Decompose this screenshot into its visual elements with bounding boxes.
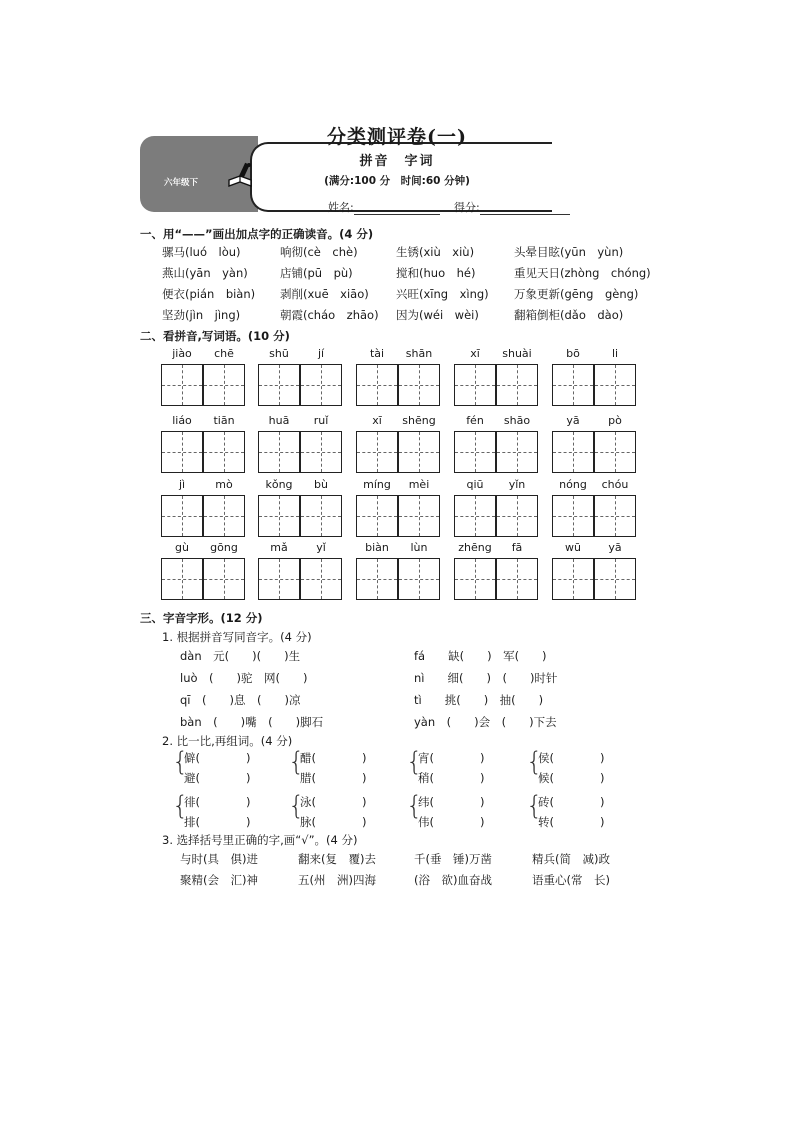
reading-choice-item[interactable]: 重见天日(zhòng chóng) (514, 266, 651, 280)
pinyin-label: lùn (410, 541, 428, 554)
tianzige-box[interactable] (300, 558, 342, 600)
pinyin-label: xī (470, 347, 480, 360)
tianzige-box[interactable] (496, 558, 538, 600)
pinyin-label: yā (566, 414, 580, 427)
tianzige-box[interactable] (356, 558, 398, 600)
tianzige-box[interactable] (398, 431, 440, 473)
pinyin-label: kǒng (265, 478, 293, 491)
tianzige-box[interactable] (356, 364, 398, 406)
tianzige-box[interactable] (552, 364, 594, 406)
q3-heading: 3. 选择括号里正确的字,画“√”。(4 分) (162, 833, 358, 847)
choose-char-item[interactable]: 五(州 洲)四海 (298, 873, 376, 887)
reading-choice-item[interactable]: 店铺(pū pù) (280, 266, 353, 280)
pinyin-label: xī (372, 414, 382, 427)
homophone-item[interactable]: qī ( )息 ( )凉 (180, 693, 301, 707)
tianzige-box[interactable] (594, 558, 636, 600)
pinyin-label: wū (565, 541, 581, 554)
tianzige-box[interactable] (594, 495, 636, 537)
reading-choice-item[interactable]: 燕山(yān yàn) (162, 266, 248, 280)
choose-char-item[interactable]: 千(垂 锤)万凿 (414, 852, 492, 866)
pinyin-label: jiào (172, 347, 192, 360)
tianzige-box[interactable] (203, 364, 245, 406)
score-field[interactable] (454, 199, 570, 215)
choose-char-item[interactable]: 与时(具 俱)进 (180, 852, 258, 866)
tianzige-box[interactable] (552, 431, 594, 473)
compare-word-item[interactable]: 候( ) (538, 771, 605, 785)
tianzige-box[interactable] (398, 495, 440, 537)
tianzige-box[interactable] (594, 431, 636, 473)
reading-choice-item[interactable]: 便衣(pián biàn) (162, 287, 256, 301)
reading-choice-item[interactable]: 骡马(luó lòu) (162, 245, 241, 259)
compare-word-item[interactable]: 侯( ) (538, 751, 605, 765)
homophone-item[interactable]: bàn ( )嘴 ( )脚石 (180, 715, 324, 729)
pinyin-label: chē (214, 347, 234, 360)
tianzige-box[interactable] (300, 495, 342, 537)
tianzige-box[interactable] (454, 558, 496, 600)
tianzige-box[interactable] (454, 431, 496, 473)
brace-mark: { (288, 747, 305, 777)
homophone-item[interactable]: luò ( )驼 网( ) (180, 671, 308, 685)
choose-char-item[interactable]: 精兵(简 减)政 (532, 852, 610, 866)
reading-choice-item[interactable]: 翻箱倒柜(dǎo dào) (514, 308, 624, 322)
exam-meta: (满分:100 分 时间:60 分钟) (324, 175, 470, 187)
tianzige-box[interactable] (454, 364, 496, 406)
pinyin-label: gù (175, 541, 189, 554)
reading-choice-item[interactable]: 响彻(cè chè) (280, 245, 358, 259)
compare-word-item[interactable]: 伟( ) (418, 815, 485, 829)
reading-choice-item[interactable]: 朝霞(cháo zhāo) (280, 308, 379, 322)
tianzige-box[interactable] (258, 431, 300, 473)
section1-heading: 一、用“——”画出加点字的正确读音。(4 分) (140, 227, 374, 241)
tianzige-box[interactable] (161, 431, 203, 473)
tianzige-box[interactable] (300, 364, 342, 406)
compare-word-item[interactable]: 砖( ) (538, 795, 605, 809)
pinyin-label: gōng (210, 541, 238, 554)
page-title: 分类测评卷(一) (327, 126, 467, 148)
compare-word-item[interactable]: 排( ) (184, 815, 251, 829)
tianzige-box[interactable] (161, 495, 203, 537)
pinyin-label: yǐ (316, 541, 326, 554)
pinyin-label: bù (314, 478, 328, 491)
compare-word-item[interactable]: 泳( ) (300, 795, 367, 809)
pinyin-label: fā (511, 541, 523, 554)
q1-heading: 1. 根据拼音写同音字。(4 分) (162, 630, 312, 644)
pinyin-label: huā (268, 414, 290, 427)
brace-mark: { (288, 791, 305, 821)
pinyin-label: yā (608, 541, 622, 554)
compare-word-item[interactable]: 僻( ) (184, 751, 251, 765)
compare-word-item[interactable]: 转( ) (538, 815, 605, 829)
choose-char-item[interactable]: 翻来(复 覆)去 (298, 852, 376, 866)
reading-choice-item[interactable]: 头晕目眩(yūn yùn) (514, 245, 624, 259)
compare-word-item[interactable]: 脉( ) (300, 815, 367, 829)
pinyin-label: bō (566, 347, 580, 360)
grade-tag: 六年级下 (164, 178, 199, 188)
tianzige-box[interactable] (161, 364, 203, 406)
pinyin-label: li (611, 347, 619, 360)
pinyin-label: yǐn (508, 478, 526, 491)
reading-choice-item[interactable]: 剥削(xuē xiāo) (280, 287, 369, 301)
name-label: 姓名: (328, 201, 354, 214)
brace-mark: { (172, 747, 189, 777)
tianzige-box[interactable] (203, 431, 245, 473)
pinyin-label: shū (269, 347, 289, 360)
page-subtitle: 拼音 字词 (359, 154, 435, 169)
pinyin-label: shāo (503, 414, 531, 427)
homophone-item[interactable]: yàn ( )会 ( )下去 (414, 715, 557, 729)
pinyin-label: míng (363, 478, 391, 491)
pinyin-label: shān (405, 347, 433, 360)
tianzige-box[interactable] (356, 431, 398, 473)
reading-choice-item[interactable]: 兴旺(xīng xìng) (396, 287, 489, 301)
brace-mark: { (406, 747, 423, 777)
name-field[interactable] (328, 199, 440, 215)
pinyin-label: jì (178, 478, 186, 491)
choose-char-item[interactable]: 语重心(常 长) (532, 873, 610, 887)
pinyin-label: tài (369, 347, 385, 360)
reading-choice-item[interactable]: 坚劲(jìn jìng) (162, 308, 241, 322)
tianzige-box[interactable] (161, 558, 203, 600)
reading-choice-item[interactable]: 搅和(huo hé) (396, 266, 476, 280)
pinyin-label: shēng (402, 414, 436, 427)
homophone-item[interactable]: tì 挑( ) 抽( ) (414, 693, 544, 707)
compare-word-item[interactable]: 醋( ) (300, 751, 367, 765)
pinyin-label: ruǐ (313, 414, 329, 427)
pinyin-label: zhēng (458, 541, 492, 554)
pinyin-label: chóu (601, 478, 629, 491)
section2-heading: 二、看拼音,写词语。(10 分) (140, 329, 290, 343)
tianzige-box[interactable] (454, 495, 496, 537)
tianzige-box[interactable] (496, 495, 538, 537)
tianzige-box[interactable] (496, 431, 538, 473)
tianzige-box[interactable] (258, 495, 300, 537)
compare-word-item[interactable]: 稍( ) (418, 771, 485, 785)
brace-mark: { (526, 791, 543, 821)
score-label: 得分: (454, 201, 480, 214)
compare-word-item[interactable]: 徘( ) (184, 795, 251, 809)
reading-choice-item[interactable]: 因为(wéi wèi) (396, 308, 479, 322)
tianzige-box[interactable] (552, 495, 594, 537)
pinyin-label: mò (215, 478, 233, 491)
tianzige-box[interactable] (258, 364, 300, 406)
tianzige-box[interactable] (300, 431, 342, 473)
reading-choice-item[interactable]: 万象更新(gēng gèng) (514, 287, 639, 301)
pinyin-label: qiū (466, 478, 484, 491)
tianzige-box[interactable] (552, 558, 594, 600)
choose-char-item[interactable]: 聚精(会 汇)神 (180, 873, 258, 887)
compare-word-item[interactable]: 宵( ) (418, 751, 485, 765)
pinyin-label: biàn (365, 541, 389, 554)
pinyin-label: fén (466, 414, 484, 427)
brace-mark: { (172, 791, 189, 821)
tianzige-box[interactable] (356, 495, 398, 537)
pinyin-label: nóng (559, 478, 587, 491)
pinyin-label: jí (317, 347, 325, 360)
pinyin-label: pò (608, 414, 622, 427)
section3-heading: 三、字音字形。(12 分) (140, 611, 263, 625)
homophone-item[interactable]: nì 细( ) ( )时针 (414, 671, 558, 685)
homophone-item[interactable]: fá 缺( ) 军( ) (414, 649, 547, 663)
tianzige-box[interactable] (398, 558, 440, 600)
reading-choice-item[interactable]: 生锈(xiù xiù) (396, 245, 475, 259)
pinyin-label: mǎ (270, 541, 288, 554)
tianzige-box[interactable] (258, 558, 300, 600)
compare-word-item[interactable]: 纬( ) (418, 795, 485, 809)
homophone-item[interactable]: dàn 元( )( )生 (180, 649, 301, 663)
compare-word-item[interactable]: 避( ) (184, 771, 251, 785)
tianzige-box[interactable] (496, 364, 538, 406)
tianzige-box[interactable] (594, 364, 636, 406)
choose-char-item[interactable]: (浴 欲)血奋战 (414, 873, 492, 887)
pinyin-label: mèi (408, 478, 430, 491)
brace-mark: { (526, 747, 543, 777)
pinyin-label: tiān (213, 414, 235, 427)
q2-heading: 2. 比一比,再组词。(4 分) (162, 734, 293, 748)
pinyin-label: shuài (502, 347, 532, 360)
compare-word-item[interactable]: 腊( ) (300, 771, 367, 785)
tianzige-box[interactable] (203, 558, 245, 600)
brace-mark: { (406, 791, 423, 821)
tianzige-box[interactable] (203, 495, 245, 537)
tianzige-box[interactable] (398, 364, 440, 406)
pinyin-label: liáo (172, 414, 192, 427)
